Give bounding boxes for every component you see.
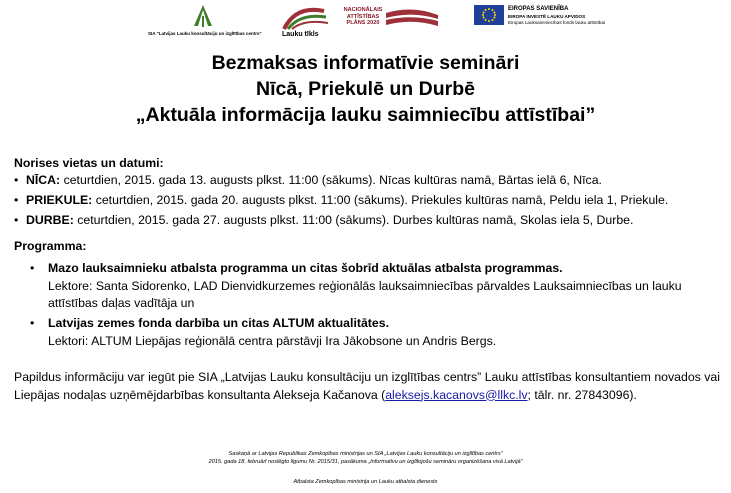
nap-2020-logo xyxy=(342,5,442,41)
contact-info xyxy=(14,369,720,404)
venue-item xyxy=(14,192,668,210)
venue-details: ceturtdien, 2015. gada 13. augusts plkst. 11:00 (sākums). Nīcas kultūras namā, Bārtas ielā 6, Nīca. xyxy=(60,173,602,187)
venue-details: ceturtdien, 2015. gada 27. augusts plkst. 11:00 (sākums). Durbes kultūras namā, Skolas iela 5, Durbe. xyxy=(73,213,634,227)
lauku-tikls-caption: Lauku tīkls xyxy=(282,31,319,38)
program-topic: Mazo lauksaimnieku atbalsta programma un citas šobrīd aktuālas atbalsta programmas. xyxy=(48,261,563,275)
latvia-flag-ribbon-icon xyxy=(386,9,438,33)
nap-text: NACIONĀLAIS ATTĪSTĪBAS PLĀNS 2020 xyxy=(343,7,383,26)
program-speaker: Lektore: Santa Sidorenko, LAD Dienvidkurzemes reģionālās lauksaimniecības pārvaldes Lauksaimniecības un lauku attīstības daļas vadītāja un xyxy=(48,278,682,310)
eu-title: EIROPAS SAVIENĪBA xyxy=(508,6,569,12)
program-item xyxy=(30,260,720,313)
eu-fund: EIROPA INVESTĒ LAUKU APVIDOS xyxy=(508,14,586,19)
venue-place: PRIEKULE: xyxy=(26,193,93,207)
llkc-tree-icon xyxy=(192,4,214,28)
email-link[interactable]: aleksejs.kacanovs@llkc.lv xyxy=(385,387,528,402)
title-line-2: Nīcā, Priekulē un Durbē xyxy=(256,78,475,100)
bullet-icon: • xyxy=(30,316,35,330)
info-text-before: Papildus informāciju var iegūt pie SIA „Latvijas Lauku konsultāciju un izglītības centrs” Lauku attīstības konsultantiem novados vai Liepājas nodaļas uzņēmējdarbības konsultanta Alekseja Kačanova ( xyxy=(14,370,720,402)
program-topic: Latvijas zemes fonda darbība un citas ALTUM aktualitātes. xyxy=(48,316,389,330)
llkc-caption: SIA "Latvijas Lauku konsultāciju un izglītības centrs" xyxy=(148,31,262,36)
venue-place: DURBE: xyxy=(26,213,74,227)
venue-item xyxy=(14,212,633,230)
venue-place: NĪCA: xyxy=(26,173,61,187)
info-text-after: ; tālr. nr. 27843096). xyxy=(527,387,637,402)
program-heading: Programma: xyxy=(14,239,87,253)
lauku-tikls-logo xyxy=(274,3,334,41)
eu-flag-icon xyxy=(474,5,504,25)
lauku-tikls-icon xyxy=(274,3,334,31)
footer-line-2: 2015. gada 18. februārī noslēgto līgumu Nr. 2015/31, pasākuma „Informatīvu un izglītojošu semināru organizēšana visā Latvijā” xyxy=(208,459,523,465)
program-item xyxy=(30,315,720,350)
bullet-icon: • xyxy=(14,213,19,227)
venue-details: ceturtdien, 2015. gada 20. augusts plkst. 11:00 (sākums). Priekules kultūras namā, Peldu iela 1, Priekule. xyxy=(92,193,669,207)
footer-line-1: Saskaņā ar Latvijas Republikas Zemkopības ministrijas un SIA „Latvijas Lauku konsultāciju un izglītības centrs” xyxy=(228,451,503,457)
eu-logo xyxy=(474,5,624,39)
logo-strip xyxy=(0,0,731,44)
program-speaker: Lektori: ALTUM Liepājas reģionālā centra pārstāvji Ira Jākobsone un Andris Bergs. xyxy=(48,333,497,348)
venue-item xyxy=(14,172,602,190)
eu-desc: Eiropas Lauksaimniecības fonds lauku attīstībai xyxy=(508,20,606,25)
venues-heading: Norises vietas un datumi: xyxy=(14,156,164,170)
title-line-1: Bezmaksas informatīvie semināri xyxy=(211,52,520,74)
bullet-icon: • xyxy=(14,193,19,207)
llkc-logo xyxy=(148,4,262,38)
bullet-icon: • xyxy=(30,261,35,275)
footer-line-3: Atbalsta Zemkopības ministrija un Lauku atbalsta dienests xyxy=(293,479,438,485)
title-line-3: „Aktuāla informācija lauku saimniecību attīstībai” xyxy=(135,104,596,126)
bullet-icon: • xyxy=(14,173,19,187)
